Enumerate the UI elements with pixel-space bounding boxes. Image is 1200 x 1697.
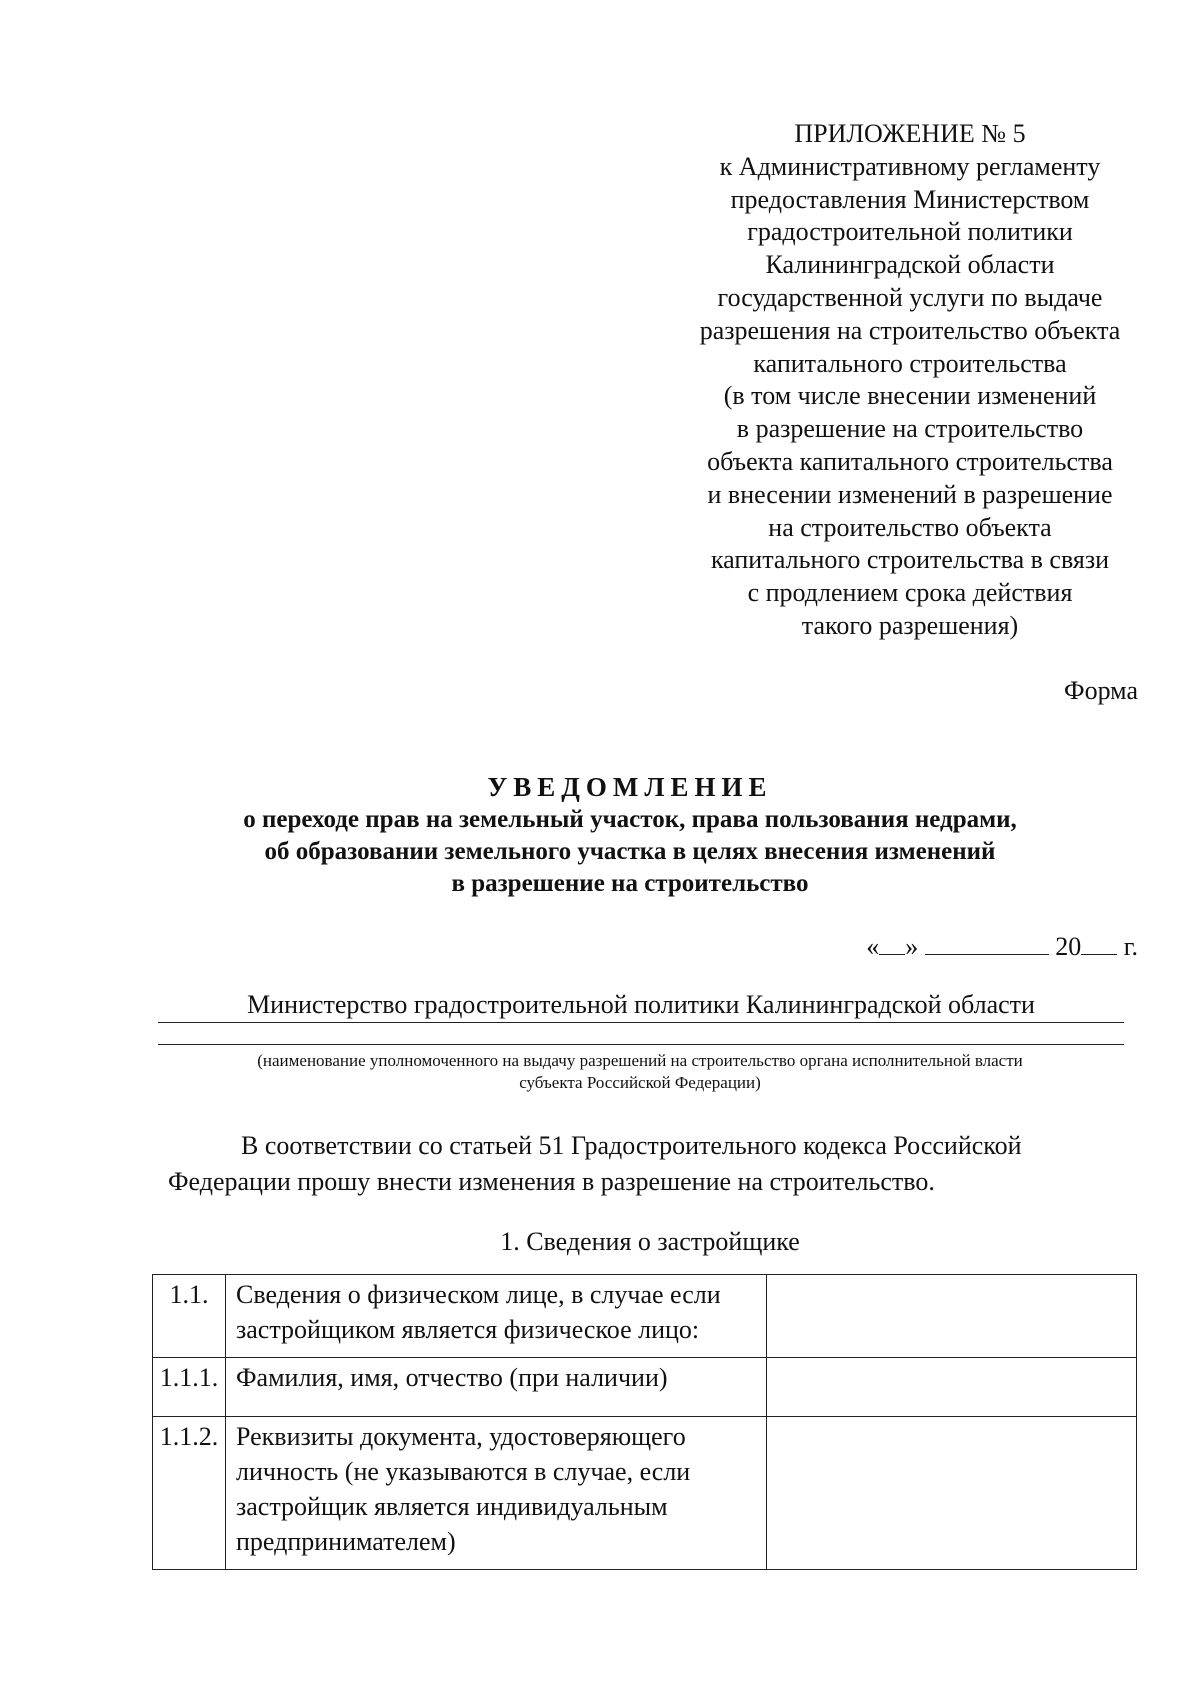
paragraph-line: В соответствии со статьей 51 Градостроительного кодекса Российской	[241, 1131, 1022, 1160]
row-description-line: предпринимателем)	[236, 1527, 456, 1556]
appendix-line: на строительство объекта	[768, 512, 1052, 542]
row-number: 1.1.	[153, 1275, 226, 1358]
year-suffix: г.	[1123, 932, 1138, 961]
paragraph-line: Федерации прошу внести изменения в разрешение на строительство.	[168, 1167, 935, 1196]
date-field	[866, 930, 1138, 962]
appendix-line: капитального строительства	[753, 348, 1067, 378]
appendix-line: Калининградской области	[765, 250, 1055, 280]
table-row	[153, 1417, 1137, 1570]
document-title	[200, 770, 1060, 900]
appendix-line: в разрешение на строительство	[736, 414, 1084, 444]
appendix-line: ПРИЛОЖЕНИЕ № 5	[794, 119, 1026, 148]
table-row	[153, 1358, 1137, 1417]
month-blank[interactable]	[925, 930, 1049, 955]
title-line: о переходе прав на земельный участок, права пользования недрами,	[243, 806, 1017, 833]
row-description-line: Реквизиты документа, удостоверяющего	[236, 1422, 686, 1451]
appendix-line: предоставления Министерством	[730, 184, 1090, 214]
appendix-line: объекта капитального строительства	[707, 446, 1113, 476]
row-description-line: застройщиком является физическое лицо:	[236, 1315, 700, 1344]
title-line: об образовании земельного участка в целях внесения изменений	[264, 838, 996, 865]
row-value-field[interactable]	[767, 1275, 1137, 1358]
authority-caption	[180, 1050, 1100, 1094]
appendix-header	[670, 118, 1150, 643]
row-description	[226, 1358, 767, 1417]
authority-blank-line	[158, 1044, 1124, 1045]
form-label: Форма	[1064, 676, 1138, 705]
appendix-line: к Административному регламенту	[719, 151, 1101, 181]
appendix-line: с продлением срока действия	[747, 578, 1073, 608]
appendix-line: градостроительной политики	[747, 217, 1073, 247]
row-value-field[interactable]	[767, 1417, 1137, 1570]
table-row	[153, 1275, 1137, 1358]
date-close-quote: »	[905, 932, 919, 961]
appendix-line: капитального строительства в связи	[710, 545, 1110, 575]
caption-line: субъекта Российской Федерации)	[519, 1073, 761, 1092]
appendix-line: государственной услуги по выдаче	[717, 282, 1103, 312]
developer-info-table	[152, 1274, 1137, 1570]
row-value-field[interactable]	[767, 1358, 1137, 1417]
section-title: 1. Сведения о застройщике	[500, 1227, 800, 1256]
year-prefix: 20	[1055, 932, 1082, 961]
date-open-quote: «	[866, 932, 880, 961]
title-heading: УВЕДОМЛЕНИЕ	[487, 772, 773, 802]
row-number: 1.1.2.	[153, 1417, 226, 1570]
authority-name: Министерство градостроительной политики Калининградской области	[158, 988, 1124, 1023]
row-description-line: личность (не указываются в случае, если	[236, 1457, 691, 1486]
row-description-line: застройщик является индивидуальным	[236, 1492, 668, 1521]
year-blank[interactable]	[1081, 930, 1117, 955]
row-description-line: Сведения о физическом лице, в случае если	[236, 1280, 721, 1309]
row-description-line: Фамилия, имя, отчество (при наличии)	[236, 1363, 668, 1392]
appendix-line: (в том числе внесении изменений	[723, 381, 1097, 411]
day-blank[interactable]	[879, 930, 905, 955]
title-line: в разрешение на строительство	[451, 870, 809, 897]
caption-line: (наименование уполномоченного на выдачу разрешений на строительство органа исполнительной власти	[257, 1051, 1023, 1070]
appendix-line: и внесении изменений в разрешение	[707, 479, 1113, 509]
appendix-line: такого разрешения)	[801, 610, 1019, 640]
row-description	[226, 1417, 767, 1570]
appendix-line: разрешения на строительство объекта	[699, 315, 1121, 345]
request-paragraph	[168, 1128, 1108, 1200]
row-number: 1.1.1.	[153, 1358, 226, 1417]
row-description	[226, 1275, 767, 1358]
